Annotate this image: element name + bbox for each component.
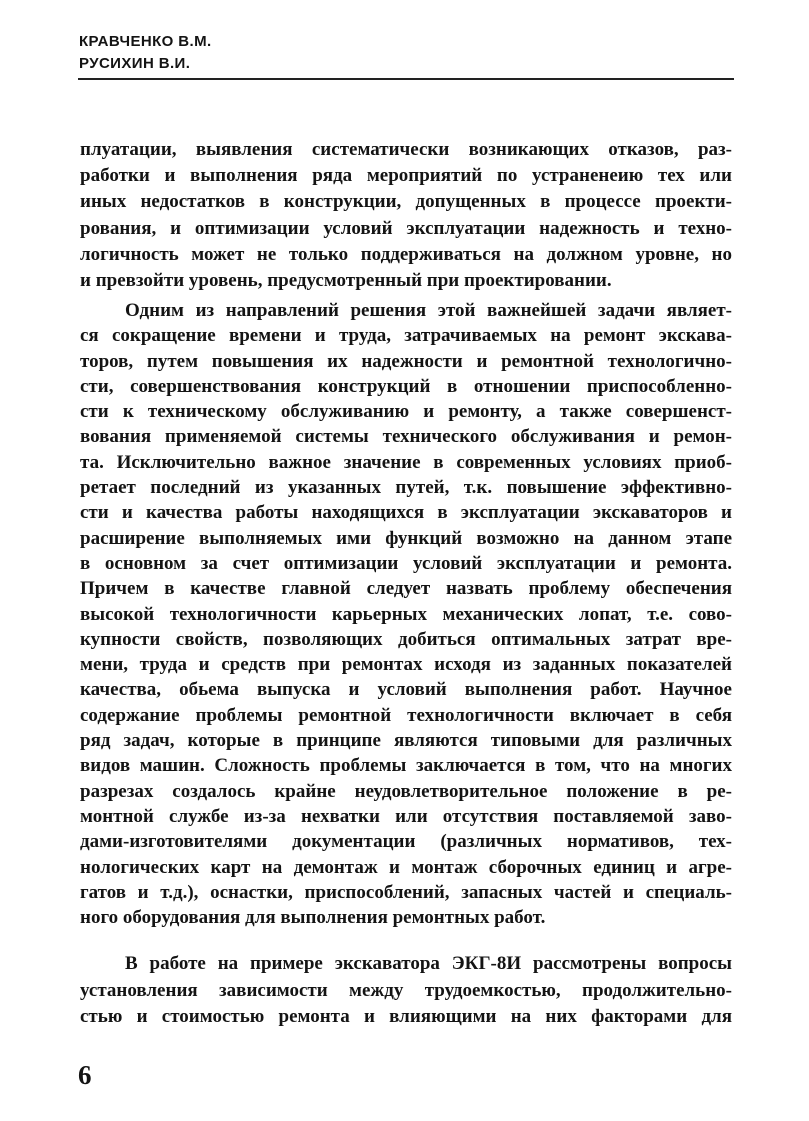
text-line: купности свойств, позволяющих добиться оптимальных затрат вре- [80,628,732,650]
text-line: логичность может не только поддерживаться на должном уровне, но [80,243,732,265]
text-line: Причем в качестве главной следует назвать проблему обеспечения [80,578,732,600]
text-line: ся сокращение времени и труда, затрачиваемых на ремонт экскава- [80,325,732,347]
running-head [79,31,212,75]
text-line: содержание проблемы ремонтной технологичности включает в себя [80,704,732,726]
text-line: плуатации, выявления систематически возникающих отказов, раз- [80,139,732,160]
text-line: работки и выполнения ряда мероприятий по устраненеию тех или [80,165,732,187]
paragraph-2 [80,298,732,930]
text-line: ного оборудования для выполнения ремонтных работ. [80,907,546,929]
text-line: в основном за счет оптимизации условий эксплуатации и ремонта. [80,552,732,574]
text-line: разрезах создалось крайне неудовлетворительное положение в ре- [80,780,732,802]
text-line: иных недостатков в конструкции, допущенных в процессе проекти- [80,191,732,213]
text-line: мени, труда и средств при ремонтах исходя из заданных показателей [80,654,732,676]
text-line: и превзойти уровень, предусмотренный при проектировании. [80,270,612,292]
text-line: установления зависимости между трудоемкостью, продолжительно- [80,979,732,1001]
text-line: вования применяемой системы технического обслуживания и ремон- [80,426,732,448]
text-line: торов, путем повышения их надежности и ремонтной технологично- [80,350,732,372]
header-rule [78,78,734,80]
text-line: расширение выполняемых ими функций возможно на данном этапе [80,527,732,549]
text-line: качества, обьема выпуска и условий выполнения работ. Научное [80,679,732,701]
text-line: гатов и т.д.), оснастки, приспособлений, запасных частей и специаль- [80,881,732,903]
text-line: сти и качества работы находящихся в эксплуатации экскаваторов и [80,502,732,524]
text-line: В работе на примере экскаватора ЭКГ-8И рассмотрены вопросы [125,953,732,974]
text-line: стью и стоимостью ремонта и влияющими на них факторами для [80,1006,732,1027]
text-line: ретает последний из указанных путей, т.к. повышение эффективно- [80,477,732,499]
text-line: сти, совершенствования конструкций в отношении приспособленно- [80,375,732,397]
text-line: монтной службе из-за нехватки или отсутствия поставляемой заво- [80,805,732,827]
text-line: дами-изготовителями документации (различных нормативов, тех- [80,831,732,853]
author-name-1: КРАВЧЕНКО В.М. [79,33,212,50]
text-line: рования, и оптимизации условий эксплуатации надежность и техно- [80,217,732,239]
paragraph-3 [80,951,732,1031]
text-line: нологических карт на демонтаж и монтаж сборочных единиц и агре- [80,856,732,878]
text-line: видов машин. Сложность проблемы заключается в том, что на многих [80,755,732,777]
author-name-2: РУСИХИН В.И. [79,55,191,72]
paragraph-1 [80,137,732,294]
page-number: 6 [78,1060,92,1090]
text-line: ряд задач, которые в принципе являются типовыми для различных [80,730,732,752]
text-line: та. Исключительно важное значение в современных условиях приоб- [80,451,732,473]
text-line: высокой технологичности карьерных механических лопат, т.е. сово- [80,603,732,625]
text-line: сти к техническому обслуживанию и ремонту, а также совершенст- [80,401,732,423]
text-line: Одним из направлений решения этой важнейшей задачи являет- [125,300,732,321]
